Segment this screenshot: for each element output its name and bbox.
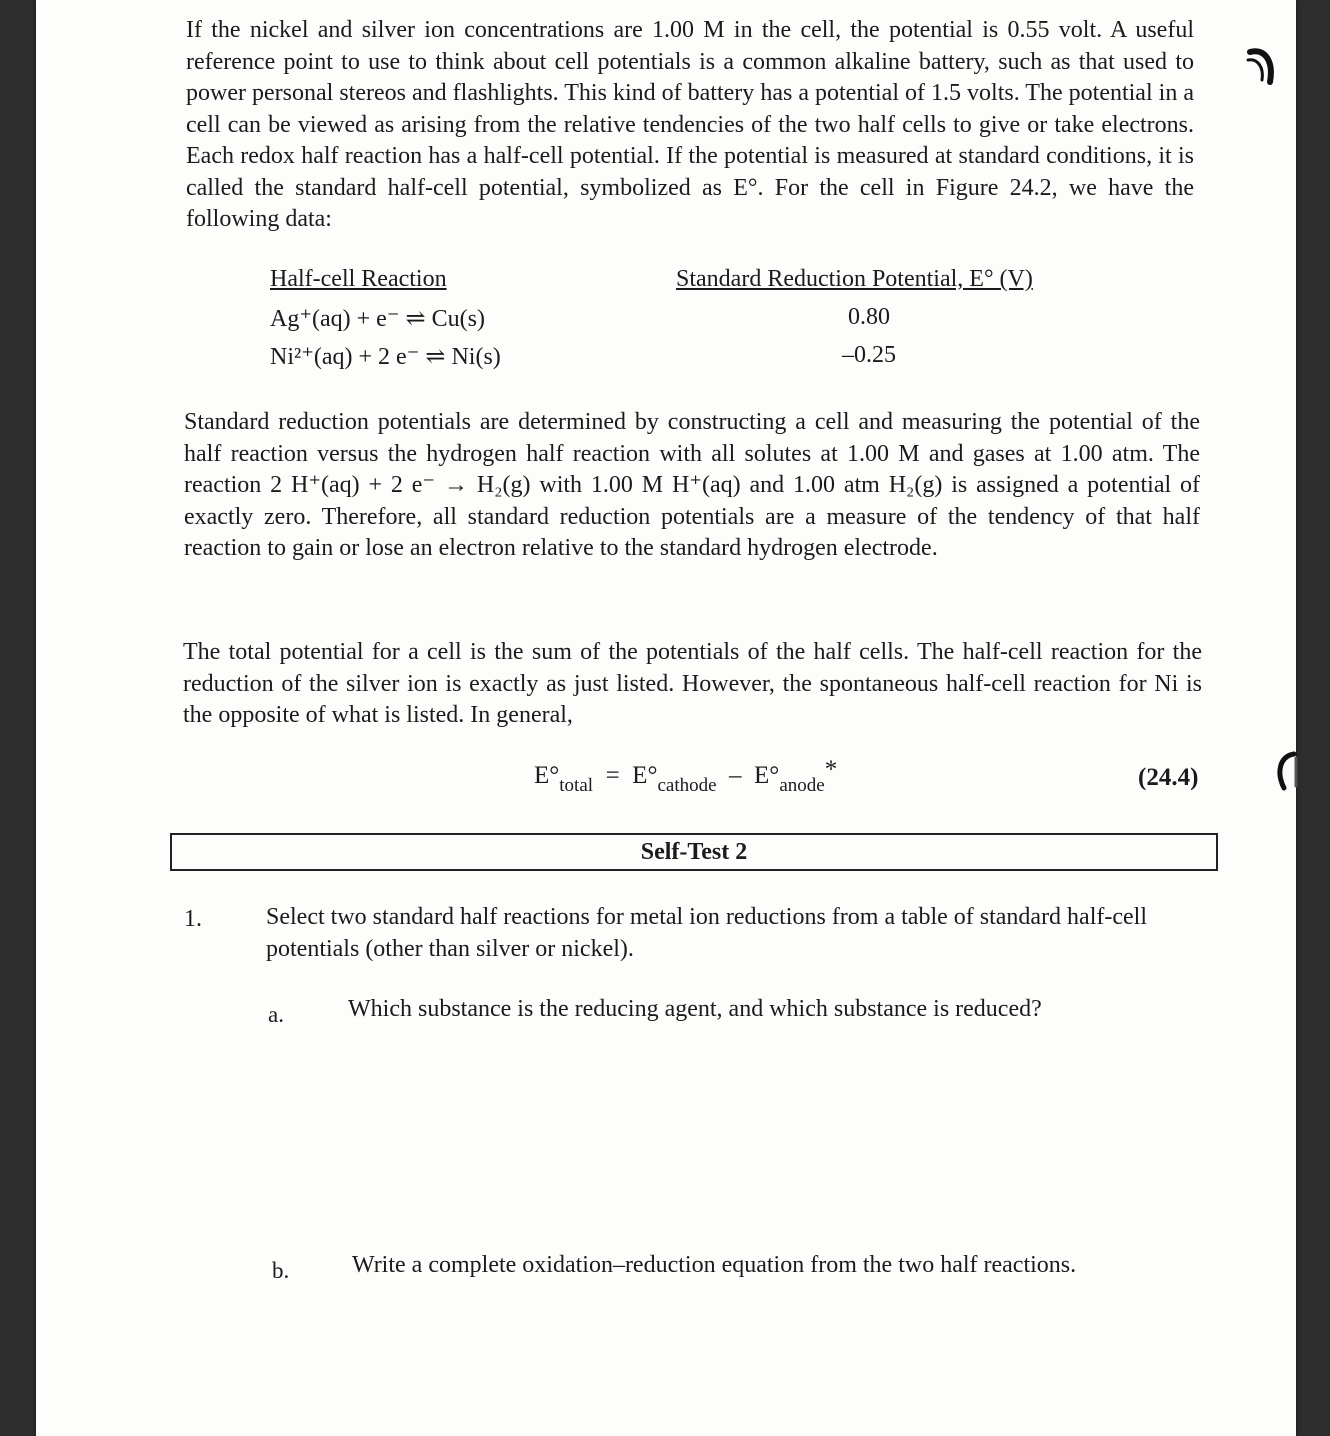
paragraph-total-potential: The total potential for a cell is the sum of the potentials of the half cells. The half-cell reaction for the reduction of the silver ion is exactly as just listed. However, the spontaneous half-cell reaction for Ni is the opposite of what is listed. In general, xyxy=(183,639,1202,728)
equation-anode-subscript: anode xyxy=(779,775,825,796)
equation-e-cathode: E° xyxy=(632,762,658,789)
equation-total-potential xyxy=(534,756,838,796)
question-b-text: Write a complete oxidation–reduction equation from the two half reactions. xyxy=(352,1252,1077,1278)
binder-ring-icon xyxy=(1246,46,1276,88)
equation-e-anode: E° xyxy=(754,762,780,789)
table-header-potential: Standard Reduction Potential, E° (V) xyxy=(676,266,1033,292)
equation-number: (24.4) xyxy=(1138,764,1199,791)
equation-total-subscript: total xyxy=(559,775,594,796)
equation-cathode-subscript: cathode xyxy=(657,775,717,796)
table-row-nickel-reaction: Ni²⁺(aq) + 2 e⁻ ⇌ Ni(s) xyxy=(270,344,501,370)
table-header-reaction: Half-cell Reaction xyxy=(270,266,447,292)
question-a-label: a. xyxy=(268,1002,284,1027)
selftest-heading-box xyxy=(170,833,1218,871)
table-row-nickel-potential: –0.25 xyxy=(842,342,896,368)
question-1-text: Select two standard half reactions for metal ion reductions from a table of standard half-cell potentials (other than silver or nickel). xyxy=(266,904,1148,962)
equation-minus: – xyxy=(729,762,742,789)
question-a-text: Which substance is the reducing agent, and which substance is reduced? xyxy=(348,996,1042,1022)
paragraph-cell-potential: If the nickel and silver ion concentrations are 1.00 M in the cell, the potential is 0.55 volt. A useful reference point to use to think about cell potentials is a common alkaline battery, such as that used to power personal stereos and flashlights. This kind of battery has a potential of 1.5 volts. The potential in a cell can be viewed as arising from the relative tendencies of the two half cells to give or take electrons. Each redox half reaction has a half-cell potential. If the potential is measured at standard conditions, it is called the standard half-cell potential, symbolized as E°. For the cell in Figure 24.2, we have the following data: xyxy=(186,17,1194,232)
table-row-silver-reaction: Ag⁺(aq) + e⁻ ⇌ Cu(s) xyxy=(270,306,485,332)
table-row-silver-potential: 0.80 xyxy=(848,304,890,330)
paragraph-standard-reduction: Standard reduction potentials are determined by constructing a cell and measuring the potential of the half reaction versus the hydrogen half reaction with all solutes at 1.00 M and gases at 1.00 atm. The reaction 2 H⁺(aq) + 2 e⁻ → H₂(g) with 1.00 M H⁺(aq) and 1.00 atm H₂(g) is assigned a potential of exactly zero. Therefore, all standard reduction potentials are a measure of the tendency of that half reaction to gain or lose an electron relative to the standard hydrogen electrode. xyxy=(184,409,1200,561)
document-page xyxy=(36,0,1296,1436)
binder-ring-icon-lower xyxy=(1272,750,1302,792)
equation-asterisk: * xyxy=(824,756,838,783)
question-1-number: 1. xyxy=(184,906,202,932)
equation-e-total: E° xyxy=(534,762,560,789)
equation-equals: = xyxy=(605,762,620,789)
question-b-label: b. xyxy=(272,1258,290,1283)
selftest-title: Self-Test 2 xyxy=(640,839,748,865)
